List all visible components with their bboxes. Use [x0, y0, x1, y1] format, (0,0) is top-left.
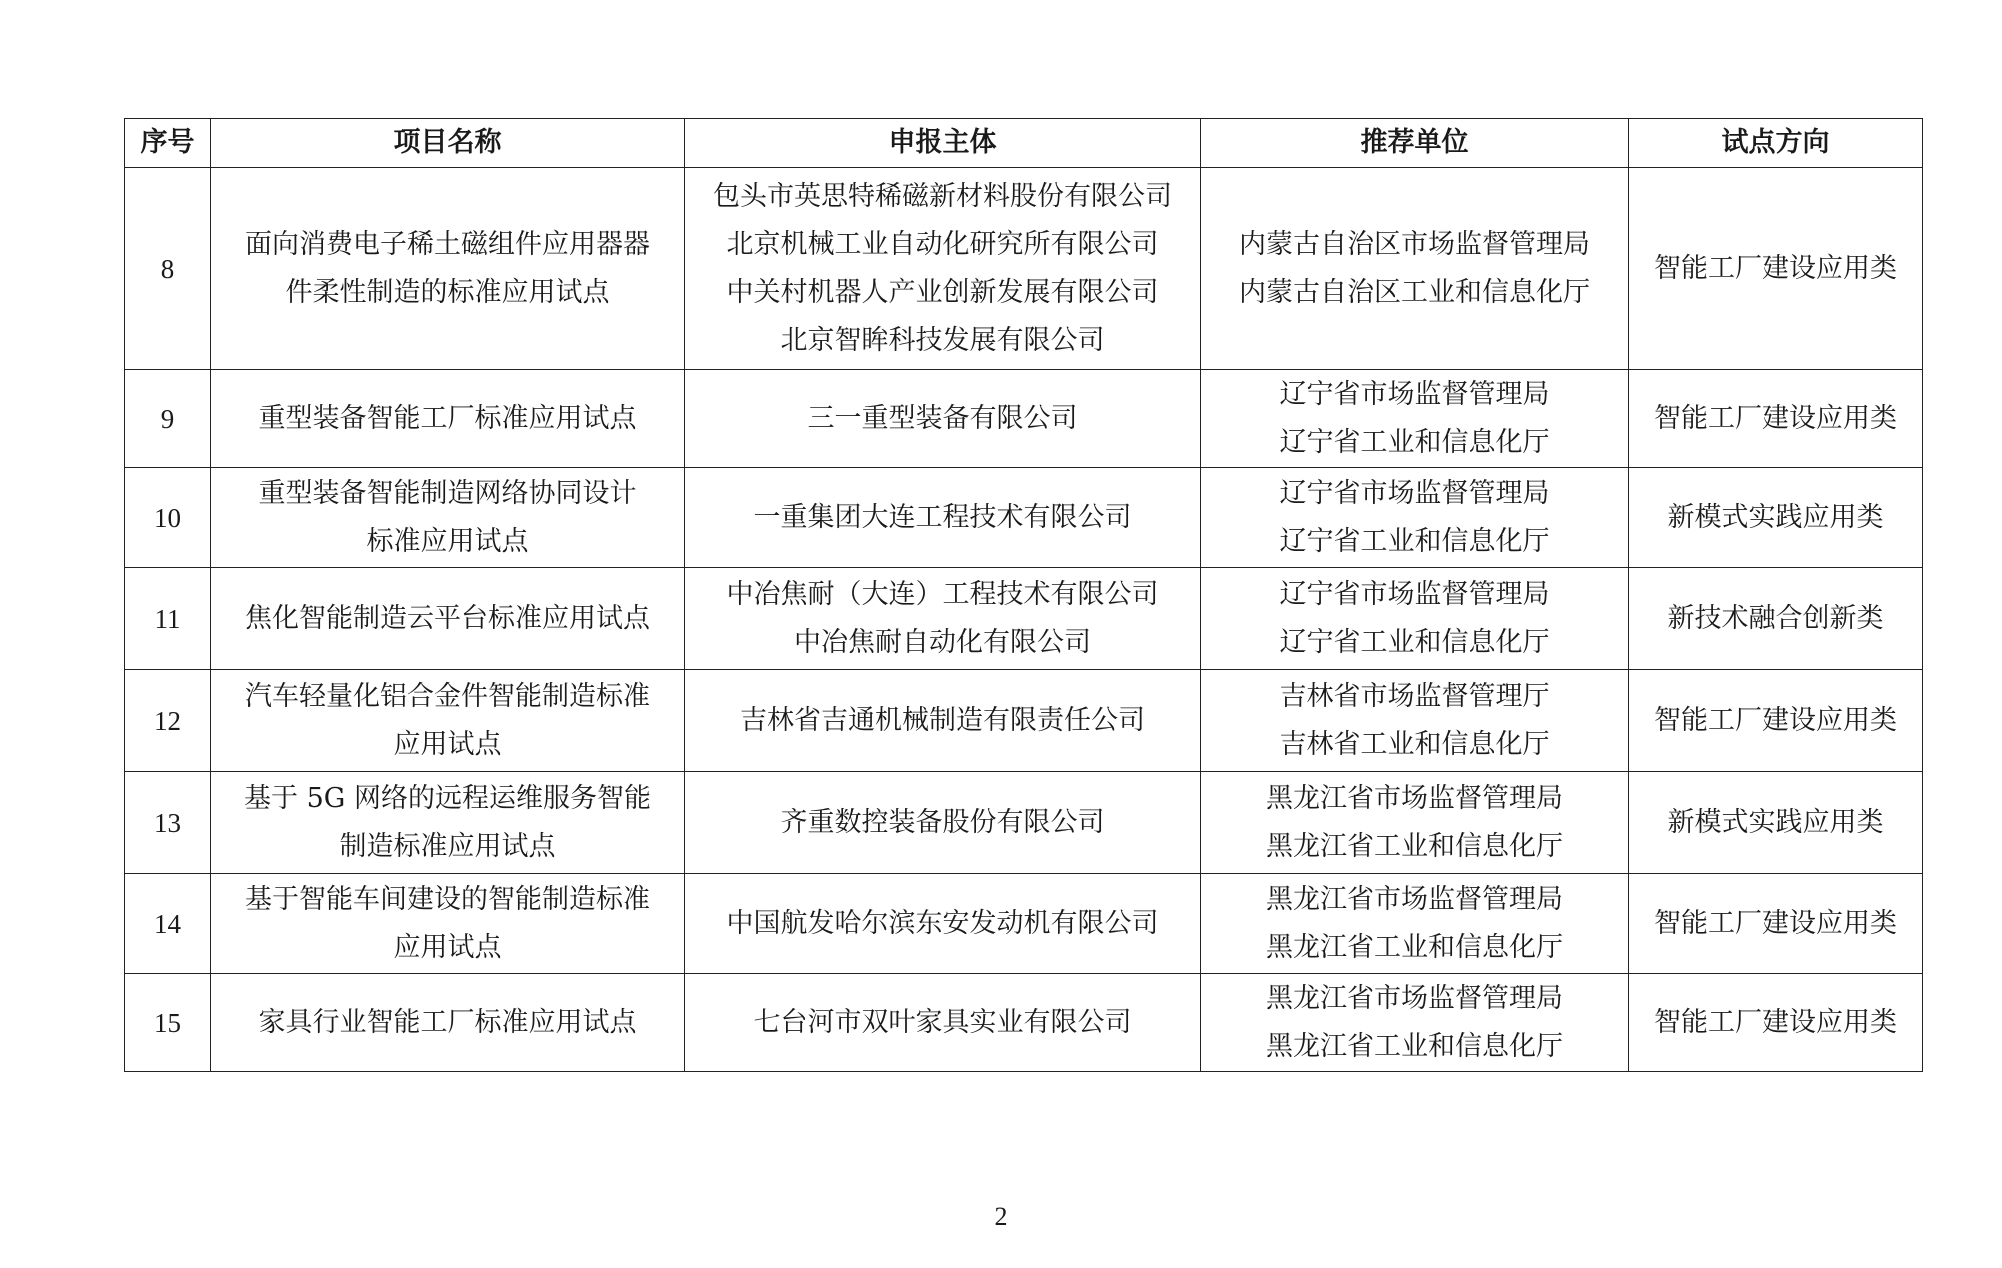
cell-recommender	[1201, 168, 1629, 370]
header-row	[125, 119, 1923, 168]
cell-recommender-line: 黑龙江省工业和信息化厅	[1266, 830, 1563, 862]
cell-project-name	[211, 468, 685, 568]
cell-recommender-line: 黑龙江省工业和信息化厅	[1266, 931, 1563, 963]
header-applicant: 申报主体	[685, 119, 1201, 168]
cell-recommender	[1201, 670, 1629, 772]
cell-no: 8	[125, 168, 211, 370]
cell-recommender-line: 内蒙古自治区工业和信息化厅	[1239, 276, 1590, 308]
cell-recommender	[1201, 874, 1629, 974]
cell-recommender	[1201, 974, 1629, 1072]
cell-applicant-line: 吉林省吉通机械制造有限责任公司	[740, 704, 1145, 736]
cell-recommender-line: 辽宁省市场监督管理局	[1279, 578, 1550, 610]
cell-recommender-line: 黑龙江省市场监督管理局	[1266, 782, 1563, 814]
cell-project-name	[211, 168, 685, 370]
table-row	[125, 974, 1923, 1072]
cell-recommender-line: 辽宁省工业和信息化厅	[1279, 626, 1550, 658]
cell-recommender-line: 吉林省市场监督管理厅	[1279, 680, 1550, 712]
cell-applicant	[685, 568, 1201, 670]
cell-project-name-line: 面向消费电子稀土磁组件应用器器	[245, 228, 650, 260]
cell-project-name-line: 重型装备智能制造网络协同设计	[258, 477, 637, 509]
cell-recommender-line: 内蒙古自治区市场监督管理局	[1239, 228, 1590, 260]
header-recommender: 推荐单位	[1201, 119, 1629, 168]
table-row	[125, 370, 1923, 468]
cell-recommender-line: 黑龙江省市场监督管理局	[1266, 883, 1563, 915]
pilot-project-table	[124, 118, 1923, 1072]
cell-project-name	[211, 974, 685, 1072]
cell-applicant-line: 中冶焦耐（大连）工程技术有限公司	[726, 578, 1159, 610]
cell-applicant	[685, 168, 1201, 370]
cell-applicant-line: 中关村机器人产业创新发展有限公司	[726, 276, 1159, 308]
cell-no: 10	[125, 468, 211, 568]
cell-project-name-line: 制造标准应用试点	[339, 830, 556, 862]
cell-applicant-line: 北京机械工业自动化研究所有限公司	[726, 228, 1159, 260]
cell-applicant-line: 一重集团大连工程技术有限公司	[753, 501, 1132, 533]
cell-project-name	[211, 568, 685, 670]
cell-project-name-line: 重型装备智能工厂标准应用试点	[258, 402, 637, 434]
header-project-name: 项目名称	[211, 119, 685, 168]
cell-project-name	[211, 874, 685, 974]
cell-recommender	[1201, 568, 1629, 670]
cell-recommender-line: 辽宁省工业和信息化厅	[1279, 426, 1550, 458]
cell-project-name-line: 应用试点	[393, 728, 502, 760]
table-row	[125, 568, 1923, 670]
header-no: 序号	[125, 119, 211, 168]
cell-project-name-line: 汽车轻量化铝合金件智能制造标准	[245, 680, 650, 712]
cell-project-name-line: 标准应用试点	[366, 525, 529, 557]
table-row	[125, 874, 1923, 974]
cell-project-name	[211, 772, 685, 874]
cell-project-name-line: 家具行业智能工厂标准应用试点	[258, 1006, 637, 1038]
cell-project-name-line: 件柔性制造的标准应用试点	[285, 276, 610, 308]
cell-applicant	[685, 370, 1201, 468]
cell-project-name	[211, 670, 685, 772]
cell-applicant-line: 包头市英思特稀磁新材料股份有限公司	[713, 180, 1172, 212]
cell-direction: 新模式实践应用类	[1629, 468, 1923, 568]
cell-applicant	[685, 468, 1201, 568]
table-row	[125, 168, 1923, 370]
table-header	[125, 119, 1923, 168]
cell-applicant	[685, 772, 1201, 874]
cell-applicant	[685, 974, 1201, 1072]
cell-recommender-line: 黑龙江省工业和信息化厅	[1266, 1030, 1563, 1062]
cell-project-name-line: 基于 5G 网络的远程运维服务智能	[244, 782, 651, 814]
table-row	[125, 468, 1923, 568]
cell-no: 9	[125, 370, 211, 468]
cell-no: 12	[125, 670, 211, 772]
table-row	[125, 670, 1923, 772]
cell-recommender-line: 黑龙江省市场监督管理局	[1266, 982, 1563, 1014]
header-direction: 试点方向	[1629, 119, 1923, 168]
cell-no: 15	[125, 974, 211, 1072]
cell-project-name-line: 应用试点	[393, 931, 502, 963]
cell-applicant	[685, 874, 1201, 974]
cell-applicant-line: 齐重数控装备股份有限公司	[780, 806, 1105, 838]
cell-recommender	[1201, 468, 1629, 568]
table-row	[125, 772, 1923, 874]
cell-direction: 智能工厂建设应用类	[1629, 670, 1923, 772]
cell-recommender-line: 辽宁省市场监督管理局	[1279, 477, 1550, 509]
cell-no: 11	[125, 568, 211, 670]
cell-applicant-line: 中冶焦耐自动化有限公司	[794, 626, 1091, 658]
cell-applicant-line: 三一重型装备有限公司	[807, 402, 1078, 434]
cell-direction: 新模式实践应用类	[1629, 772, 1923, 874]
cell-project-name-line: 焦化智能制造云平台标准应用试点	[245, 602, 650, 634]
table-body	[125, 168, 1923, 1072]
cell-applicant	[685, 670, 1201, 772]
cell-applicant-line: 北京智眸科技发展有限公司	[780, 324, 1105, 356]
cell-recommender-line: 辽宁省工业和信息化厅	[1279, 525, 1550, 557]
cell-direction: 新技术融合创新类	[1629, 568, 1923, 670]
cell-direction: 智能工厂建设应用类	[1629, 370, 1923, 468]
cell-applicant-line: 中国航发哈尔滨东安发动机有限公司	[726, 907, 1159, 939]
cell-project-name	[211, 370, 685, 468]
cell-no: 13	[125, 772, 211, 874]
cell-project-name-line: 基于智能车间建设的智能制造标准	[245, 883, 650, 915]
cell-direction: 智能工厂建设应用类	[1629, 874, 1923, 974]
cell-direction: 智能工厂建设应用类	[1629, 168, 1923, 370]
cell-no: 14	[125, 874, 211, 974]
cell-recommender	[1201, 772, 1629, 874]
cell-recommender	[1201, 370, 1629, 468]
cell-direction: 智能工厂建设应用类	[1629, 974, 1923, 1072]
page-number: 2	[994, 1202, 1008, 1231]
cell-applicant-line: 七台河市双叶家具实业有限公司	[753, 1006, 1132, 1038]
cell-recommender-line: 吉林省工业和信息化厅	[1279, 728, 1550, 760]
cell-recommender-line: 辽宁省市场监督管理局	[1279, 378, 1550, 410]
